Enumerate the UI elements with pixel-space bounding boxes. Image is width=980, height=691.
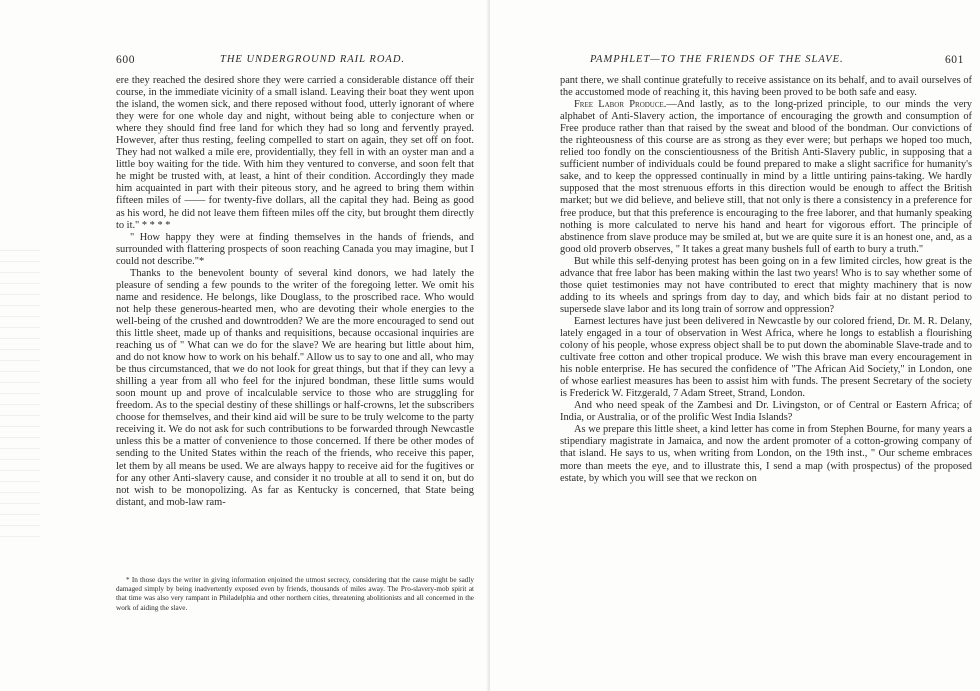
- paragraph: And who need speak of the Zambesi and Dr. Livingston, or of Central or Eastern Africa; of India, or Australia, or of the prolific West India Islands?: [560, 400, 972, 424]
- left-page-header: [116, 54, 474, 70]
- left-page-number: 600: [116, 54, 136, 66]
- right-running-head: PAMPHLET—TO THE FRIENDS OF THE SLAVE.: [590, 54, 844, 65]
- right-page: [490, 0, 980, 691]
- paragraph: ere they reached the desired shore they were carried a considerable distance off their course, in the immediate vicinity of a small island. Leaving their boat they went upon the island, the women sick, and there reposed without food, utterly ignorant of where they were for one whole day and night, without being able to conjecture when or where they should find free land for which they had so long and fervently prayed. However, after thus resting, feeling compelled to start on again, they set off on foot. They had not walked a mile ere, providentially, they fell in with an oyster man and a little boy waiting for the tide. With him they ventured to converse, and soon felt that he might be trusted with, at least, a hint of their condition. Accordingly they made him acquainted in part with their piteous story, and he agreed to bring them within fifteen miles of —— for twenty-five dollars, all the capital they had. Being as good as his word, he did not leave them fifteen miles off the city, but brought them directly to it." * * * *: [116, 75, 474, 231]
- footnote: [116, 576, 474, 613]
- section-lead: Free Labor Produce.: [574, 99, 667, 111]
- paragraph: As we prepare this little sheet, a kind letter has come in from Stephen Bourne, for many years a stipendiary magistrate in Jamaica, and now the ardent promoter of a cotton-growing company of that island. He says to us, when writing from London, on the 19th inst., " Our scheme embraces more than meets the eye, and to illustrate this, I send a map (with prospectus) of the proposed estate, by which you will see that we reckon on: [560, 424, 972, 484]
- left-page-body: [116, 75, 474, 509]
- section-text: —And lastly, as to the long-prized principle, to our minds the very alphabet of Anti-Slavery action, the importance of encouraging the growth and consumption of Free produce rather than that raised by the sweat and blood of the bondman. Our convictions of the righteousness of this course are as strong as they ever were; but perhaps we hoped too much, relied too fondly on the conscientiousness of the British Anti-Slavery public, in supposing that a sufficient number of individuals could be found prepared to make a slight sacrifice for humanity's sake, and to keep the oppressed continually in mind by a little untiring pains-taking. We hardly supposed that the most strenuous efforts in this direction would be enough to affect the British market; but we did believe, and believe still, that not only is there a consistency in a preference for free produce, but that this preference is encouraging to the free laborer, and that humanly speaking nothing is more calculated to nerve his hand and heart for vigorous effort. The principle of abstinence from slave produce may be smiled at, but we are quite sure it is an honest one, and, as a good old proverb observes, " It takes a great many bushels full of earth to bury a truth.": [560, 99, 973, 255]
- paragraph-free-labor: [560, 99, 972, 256]
- paragraph: Earnest lectures have just been delivered in Newcastle by our colored friend, Dr. M. R. Delany, lately engaged in a tour of observation in West Africa, where he longs to establish a flourishing colony of his people, whose express object shall be to put down the abominable Slave-trade and to cultivate free cotton and other tropical produce. We wish this brave man every encouragement in his noble enterprise. He has secured the confidence of "The African Aid Society," in London, one of whose earliest measures has been to assist him with funds. The present Secretary of the society is Frederick W. Fitzgerald, 7 Adam Street, Strand, London.: [560, 315, 972, 400]
- right-page-number: 601: [944, 54, 964, 66]
- right-page-header: [560, 54, 972, 70]
- paragraph: Thanks to the benevolent bounty of several kind donors, we had lately the pleasure of sending a few pounds to the writer of the foregoing letter. We omit his name and residence. He belongs, like Douglass, to the proscribed race. Who would not help these generous-hearted men, who are devoting their whole energies to the well-being of the crushed and downtrodden? We are the more encouraged to send out this little sheet, made up of thanks and requisitions, because occasional inquiries are reaching us of " What can we do for the slave? We are hearing but little about him, and do not know how to work on his behalf." Allow us to say to one and all, who may be thus circumstanced, that we do not look for great things, but that if they can levy a shilling a year from all who feel for the injured bondman, these little sums would soon mount up and prove of incalculable service to those who are struggling for freedom. As to the special destiny of these shillings or half-crowns, let the subscribers choose for themselves, and their kind aid will be sure to be truly welcome to the party receiving it. We do not ask for such contributions to be forwarded through Newcastle unless this be a matter of convenience to those concerned. If there be other modes of sending to the United States within the reach of the friends, who receive this paper, let them by all means be used. We are always happy to receive aid for the fugitives or for any other Anti-slavery cause, and consider it no trouble at all to send it on, but do not wish to be monopolizing. As far as Kentucky is concerned, that State being distant, and mob-law ram-: [116, 267, 474, 508]
- paragraph: But while this self-denying protest has been going on in a few limited circles, how great is the advance that free labor has been making within the last two years! Who is to say whether some of those quiet testimonies may not have contributed to erect that mighty machinery that is now adding to its wheels and springs from day to day, and which bids fair at no distant period to supersede slave labor and its long train of sorrow and oppression?: [560, 255, 972, 315]
- paragraph: " How happy they were at finding themselves in the hands of friends, and surrounded with flattering prospects of soon reaching Canada you may imagine, but I could not describe."*: [116, 231, 474, 267]
- right-page-body: [560, 75, 972, 485]
- paragraph: pant there, we shall continue gratefully to receive assistance on its behalf, and to avail ourselves of the accustomed mode of reaching it, this having been proved to be both safe and easy.: [560, 75, 972, 99]
- footnote-text: * In those days the writer in giving information enjoined the utmost secrecy, considering that the cause might be sadly damaged simply by being inadvertently exposed even by friends, thousands of miles away. The Pro-slavery-mob spirit at that time was also very rampant in Philadelphia and other northern cities, threatening abolitionists and all concerned in the work of aiding the slave.: [116, 576, 474, 612]
- show-through-shadow: [0, 240, 40, 540]
- left-running-head: THE UNDERGROUND RAIL ROAD.: [220, 54, 406, 65]
